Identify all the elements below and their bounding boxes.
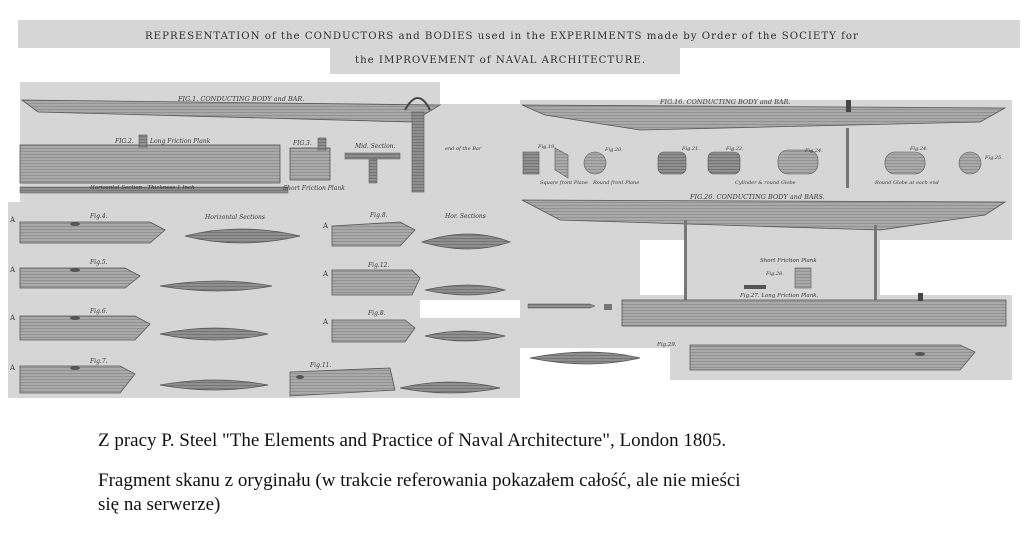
fig6-label: Fig.6.	[90, 308, 108, 315]
fig20-label: Fig.20.	[605, 147, 623, 153]
fig12-label: Fig.12.	[368, 262, 390, 269]
fig21-label: Fig.21.	[682, 146, 700, 152]
fig16-conducting-body	[522, 100, 1005, 188]
caption-line3: się na serwerze)	[98, 494, 221, 515]
letter-a-4: A	[10, 364, 16, 372]
letter-a-1: A	[10, 216, 16, 224]
plate-title-line2: the IMPROVEMENT of NAVAL ARCHITECTURE.	[355, 55, 647, 66]
square-plane-label: Square front Plane	[540, 180, 588, 186]
round-plane-label: Round front Plane	[593, 180, 640, 186]
left-blocks-row3	[20, 316, 505, 342]
letter-a-5: A	[323, 222, 329, 230]
fig8b-label: Fig.8.	[368, 310, 386, 317]
fig1-label: FIG.1. CONDUCTING BODY and BAR.	[178, 95, 305, 103]
left-blocks-row1	[20, 222, 510, 249]
fig25-label: Fig.25.	[985, 155, 1003, 161]
fig29-label: Fig.29.	[657, 342, 677, 348]
fig19-label: Fig.19.	[538, 144, 556, 150]
left-blocks-row2	[20, 268, 505, 295]
letter-a-7: A	[323, 318, 329, 326]
fig26-label: FIG.26. CONDUCTING BODY and BARS.	[690, 193, 825, 201]
letter-a-2: A	[10, 266, 16, 274]
short-plank-label: Short Friction Plank	[283, 185, 345, 192]
fig28-label: Fig.28.	[766, 271, 784, 277]
fig8-label: Fig.8.	[370, 212, 388, 219]
mid-section-label: Mid. Section.	[355, 143, 396, 150]
fig7-label: Fig.7.	[90, 358, 108, 365]
fig22-label: Fig.22.	[726, 146, 744, 152]
fig11-label: Fig.11.	[310, 362, 332, 369]
horizontal-sections-label: Horizontal Sections	[205, 214, 265, 221]
letter-a-3: A	[10, 314, 16, 322]
fig24-label: Fig.24.	[805, 148, 823, 154]
round-globe-label: Round Globe at each end	[875, 180, 939, 186]
plate-title-line1: REPRESENTATION of the CONDUCTORS and BODIES used in the EXPERIMENTS made by Order of the SOCIETY for	[145, 31, 859, 42]
caption-line1: Z pracy P. Steel "The Elements and Practice of Naval Architecture", London 1805.	[98, 430, 727, 451]
hor-sections-label: Hor. Sections	[445, 213, 486, 220]
letter-a-6: A	[323, 270, 329, 278]
fig24b-label: Fig.24.	[910, 146, 928, 152]
left-blocks-row4	[20, 366, 500, 396]
end-of-bar-label: end of the Bar	[445, 146, 482, 152]
fig29-body	[530, 345, 975, 370]
fig27-label: Fig.27. Long Friction Plank.	[740, 293, 819, 299]
cylinder-label: Cylinder & round Globe	[735, 180, 796, 186]
fig3-label: FIG.3.	[293, 140, 312, 147]
fig2-label: FIG.2.	[115, 138, 134, 145]
short-plank-right-label: Short Friction Plank	[760, 258, 817, 264]
caption-line2: Fragment skanu z oryginału (w trakcie referowania pokazałem całość, ale nie mieści	[98, 470, 741, 491]
fig16-label: FIG.16. CONDUCTING BODY and BAR.	[660, 98, 791, 106]
long-plank-label: Long Friction Plank	[150, 138, 211, 145]
horizontal-section-label: Horizontal Section . Thickness 1 Inch	[90, 185, 195, 191]
fig4-label: Fig.4.	[90, 213, 108, 220]
figs19-25-shapes	[523, 148, 981, 178]
fig5-label: Fig.5.	[90, 259, 108, 266]
